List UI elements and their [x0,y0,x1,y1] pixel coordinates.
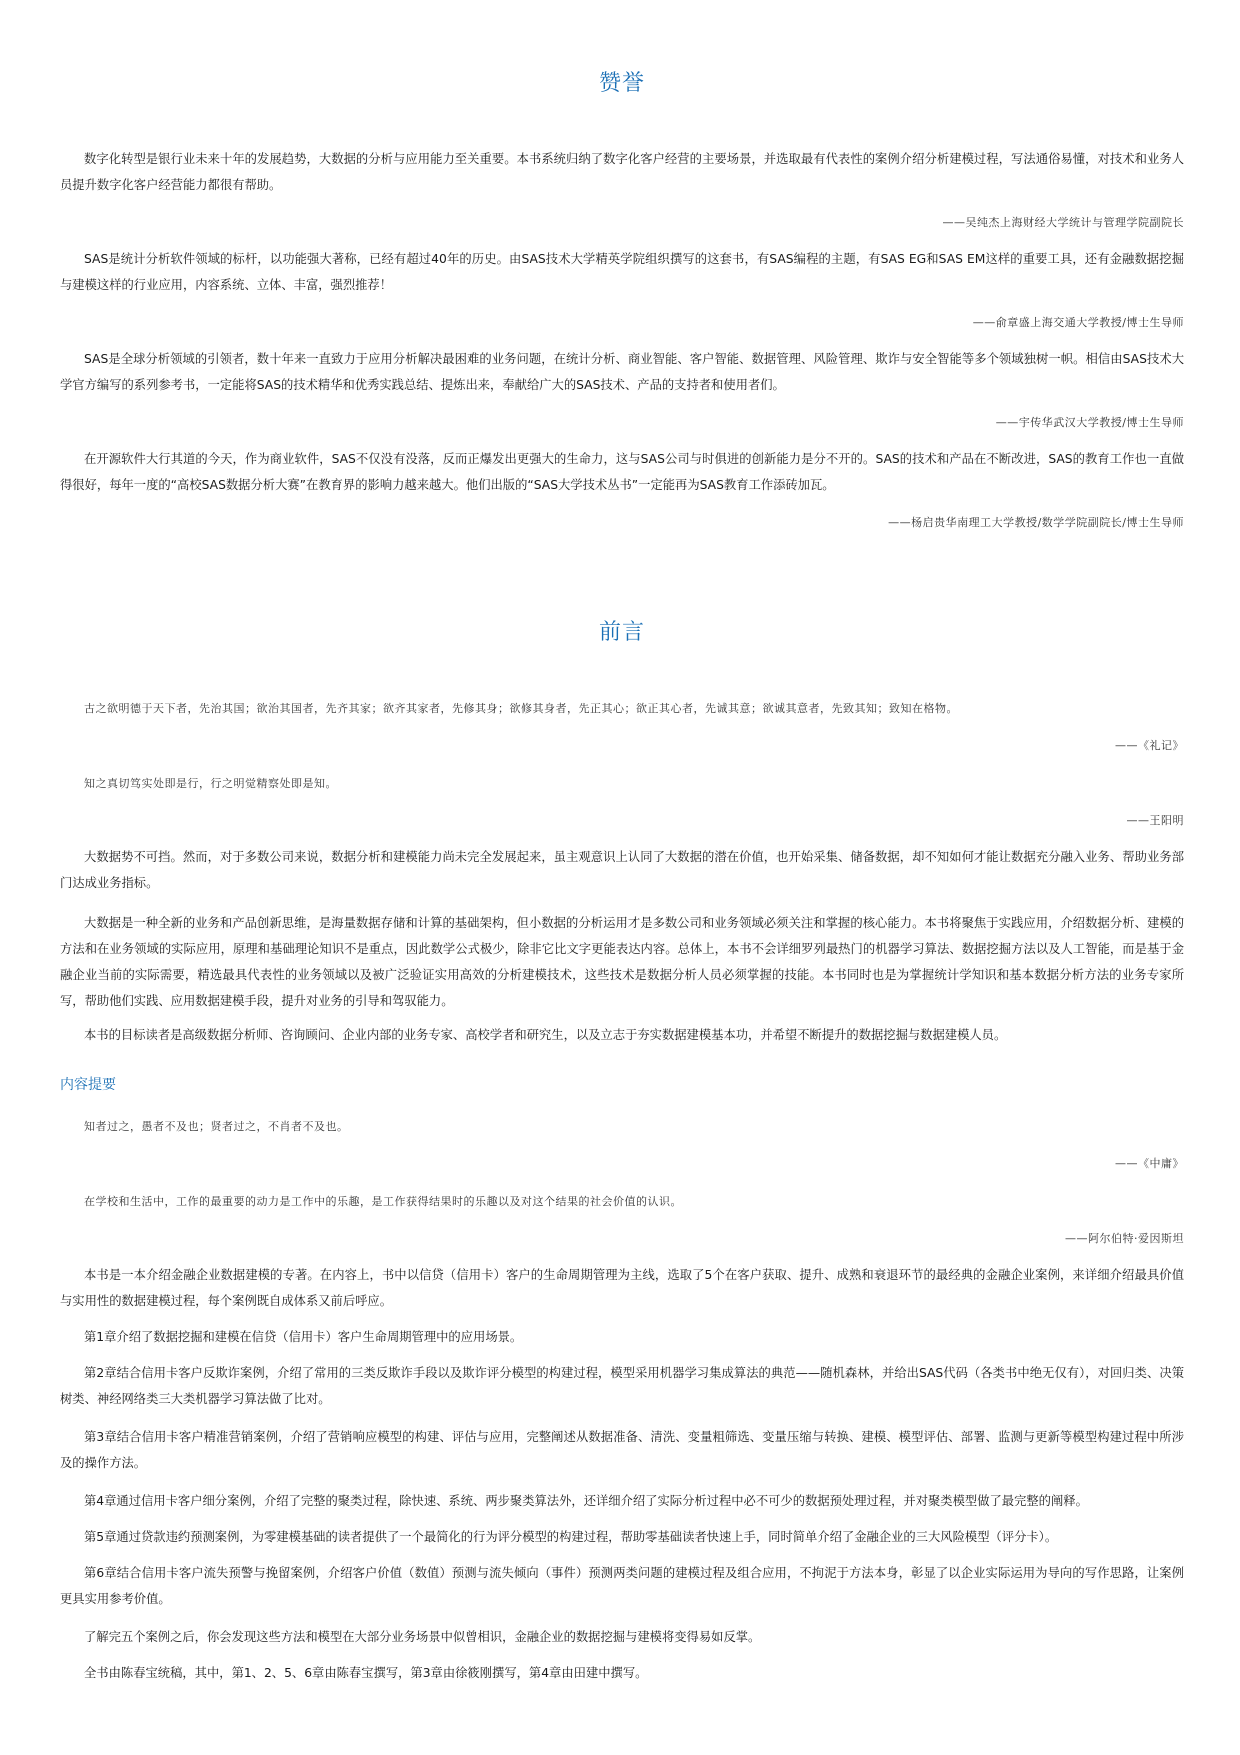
praise-paragraph-4: 在开源软件大行其道的今天，作为商业软件，SAS不仅没有没落，反而正爆发出更强大的生命力，这与SAS公司与时俱进的创新能力是分不开的。SAS的技术和产品在不断改进，SAS的教育工作也一直做得很好，每年一度的“高校SAS数据分析大赛”在教育界的影响力越来越大。他们出版的“SAS大学技术丛书”一定能再为SAS教育工作添砖加瓦。 [60,452,1184,492]
preface-quote-2: 知之真切笃实处即是行，行之明觉精察处即是知。 [84,777,337,790]
praise-signature-1: ——吴纯杰上海财经大学统计与管理学院副院长 [942,216,1184,229]
summary-paragraph-6: 第5章通过贷款违约预测案例，为零建模基础的读者提供了一个最简化的行为评分模型的构建过程，帮助零基础读者快速上手，同时简单介绍了金融企业的三大风险模型（评分卡）。 [84,1530,1058,1544]
praise-title: 赞誉 [598,71,645,96]
praise-paragraph-3: SAS是全球分析领域的引领者，数十年来一直致力于应用分析解决最困难的业务问题，在统计分析、商业智能、客户智能、数据管理、风险管理、欺诈与安全智能等多个领域独树一帜。相信由SAS技术大学官方编写的系列参考书，一定能将SAS的技术精华和优秀实践总结、提炼出来，奉献给广大的SAS技术、产品的支持者和使用者们。 [60,352,1184,392]
preface-paragraph-2: 大数据是一种全新的业务和产品创新思维，是海量数据存储和计算的基础架构，但小数据的分析运用才是多数公司和业务领域必须关注和掌握的核心能力。本书将聚焦于实践应用，介绍数据分析、建模的方法和在业务领域的实际应用，原理和基础理论知识不是重点，因此数学公式极少，除非它比文字更能表达内容。总体上，本书不会详细罗列最热门的机器学习算法、数据挖掘方法以及人工智能，而是基于金融企业当前的实际需要，精选最具代表性的业务领域以及被广泛验证实用高效的分析建模技术，这些技术是数据分析人员必须掌握的技能。本书同时也是为掌握统计学知识和基本数据分析方法的业务专家所写，帮助他们实践、应用数据建模手段，提升对业务的引导和驾驭能力。 [60,916,1184,1008]
praise-signature-4: ——杨启贵华南理工大学教授/数学学院副院长/博士生导师 [888,516,1184,529]
summary-quote-2: 在学校和生活中，工作的最重要的动力是工作中的乐趣，是工作获得结果时的乐趣以及对这个结果的社会价值的认识。 [84,1195,682,1208]
summary-paragraph-9: 全书由陈春宝统稿，其中，第1、2、5、6章由陈春宝撰写，第3章由徐筱刚撰写，第4章由田建中撰写。 [84,1666,648,1680]
summary-paragraph-4: 第3章结合信用卡客户精准营销案例，介绍了营销响应模型的构建、评估与应用，完整阐述从数据准备、清洗、变量粗筛选、变量压缩与转换、建模、模型评估、部署、监测与更新等模型构建过程中所涉及的操作方法。 [60,1430,1184,1470]
summary-title: 内容提要 [60,1077,116,1093]
summary-paragraph-2: 第1章介绍了数据挖掘和建模在信贷（信用卡）客户生命周期管理中的应用场景。 [84,1330,523,1344]
summary-paragraph-1: 本书是一本介绍金融企业数据建模的专著。在内容上，书中以信贷（信用卡）客户的生命周期管理为主线，选取了5个在客户获取、提升、成熟和衰退环节的最经典的金融企业案例，来详细介绍最具价值与实用性的数据建模过程，每个案例既自成体系又前后呼应。 [60,1268,1184,1308]
page [60,0,1184,1755]
praise-paragraph-1: 数字化转型是银行业未来十年的发展趋势，大数据的分析与应用能力至关重要。本书系统归纳了数字化客户经营的主要场景，并选取最有代表性的案例介绍分析建模过程，写法通俗易懂，对技术和业务人员提升数字化客户经营能力都很有帮助。 [60,152,1184,192]
preface-quote-2-source: ——王阳明 [1126,814,1184,827]
summary-quote-1-source: ——《中庸》 [1115,1157,1184,1170]
preface-paragraph-3: 本书的目标读者是高级数据分析师、咨询顾问、企业内部的业务专家、高校学者和研究生，以及立志于夯实数据建模基本功，并希望不断提升的数据挖掘与数据建模人员。 [84,1028,1007,1042]
praise-signature-2: ——俞章盛上海交通大学教授/博士生导师 [972,316,1184,329]
preface-quote-1: 古之欲明德于天下者，先治其国；欲治其国者，先齐其家；欲齐其家者，先修其身；欲修其身者，先正其心；欲正其心者，先诚其意；欲诚其意者，先致其知；致知在格物。 [84,702,958,715]
preface-quote-1-source: ——《礼记》 [1115,739,1184,752]
preface-title: 前言 [598,620,645,645]
summary-paragraph-8: 了解完五个案例之后，你会发现这些方法和模型在大部分业务场景中似曾相识，金融企业的数据挖掘与建模将变得易如反掌。 [84,1630,761,1644]
praise-signature-3: ——宇传华武汉大学教授/博士生导师 [995,416,1184,429]
summary-paragraph-3: 第2章结合信用卡客户反欺诈案例，介绍了常用的三类反欺诈手段以及欺诈评分模型的构建过程，模型采用机器学习集成算法的典范——随机森林，并给出SAS代码（各类书中绝无仅有），对回归类、决策树类、神经网络类三大类机器学习算法做了比对。 [60,1366,1184,1406]
summary-quote-2-source: ——阿尔伯特·爱因斯坦 [1065,1232,1184,1245]
summary-paragraph-5: 第4章通过信用卡客户细分案例，介绍了完整的聚类过程，除快速、系统、两步聚类算法外，还详细介绍了实际分析过程中必不可少的数据预处理过程，并对聚类模型做了最完整的阐释。 [84,1494,1088,1508]
summary-paragraph-7: 第6章结合信用卡客户流失预警与挽留案例，介绍客户价值（数值）预测与流失倾向（事件）预测两类问题的建模过程及组合应用，不拘泥于方法本身，彰显了以企业实际运用为导向的写作思路，让案例更具实用参考价值。 [60,1566,1184,1606]
praise-paragraph-2: SAS是统计分析软件领域的标杆，以功能强大著称，已经有超过40年的历史。由SAS技术大学精英学院组织撰写的这套书，有SAS编程的主题，有SAS EG和SAS EM这样的重要工具，还有金融数据挖掘与建模这样的行业应用，内容系统、立体、丰富，强烈推荐！ [60,252,1184,292]
summary-quote-1: 知者过之，愚者不及也；贤者过之，不肖者不及也。 [84,1120,349,1133]
preface-paragraph-1: 大数据势不可挡。然而，对于多数公司来说，数据分析和建模能力尚未完全发展起来，虽主观意识上认同了大数据的潜在价值，也开始采集、储备数据，却不知如何才能让数据充分融入业务、帮助业务部门达成业务指标。 [60,850,1184,890]
